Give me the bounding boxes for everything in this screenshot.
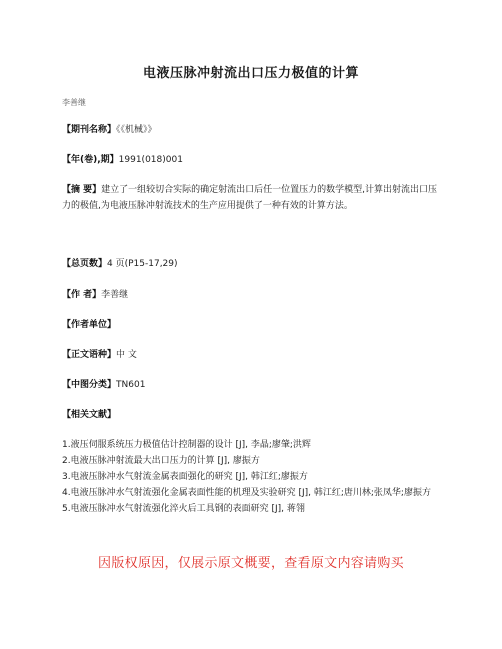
reference-list — [62, 437, 442, 517]
author-value[interactable]: 李善继 — [101, 290, 129, 300]
language-label: 【正文语种】 — [62, 350, 117, 360]
reference-item[interactable]: 4.电液压脉冲水气射流强化金属表面性能的机理及实验研究 [J], 韩江红;唐川林;张凤华;廖振方 — [62, 488, 431, 498]
journal-label: 【期刊名称】 — [62, 125, 117, 135]
affiliation-field — [62, 317, 440, 333]
copyright-notice: 因版权原因，仅展示原文概要，查看原文内容请购买 — [98, 556, 404, 571]
year-label: 【年(卷),期】 — [62, 155, 119, 165]
year-value: 1991(018)001 — [118, 155, 183, 165]
journal-field — [62, 122, 440, 138]
language-value: 中 文 — [116, 350, 137, 360]
pages-field — [62, 256, 440, 272]
reference-item[interactable]: 1.液压伺服系统压力极值估计控制器的设计 [J], 李晶;廖肇;洪辉 — [62, 440, 311, 450]
affiliation-label: 【作者单位】 — [62, 320, 117, 330]
author-label: 【作 者】 — [62, 290, 102, 300]
abstract-field — [62, 182, 440, 214]
classification-field — [62, 377, 440, 393]
language-field — [62, 347, 440, 363]
author-field — [62, 287, 440, 303]
reference-item[interactable]: 3.电液压脉冲水气射流金属表面强化的研究 [J], 韩江红;廖振方 — [62, 472, 308, 482]
pages-value: 4 页(P15-17,29) — [107, 259, 178, 269]
abstract-value: 建立了一组较切合实际的确定射流出口后任一位置压力的数学模型,计算出射流出口压力的极值,为电液压脉冲射流技术的生产应用提供了一种有效的计算方法。 — [62, 185, 438, 211]
classification-label: 【中图分类】 — [62, 380, 117, 390]
reference-item[interactable]: 5.电液压脉冲水气射流强化淬火后工具钢的表面研究 [J], 蒋翎 — [62, 504, 305, 514]
classification-value: TN601 — [116, 380, 146, 390]
author-line: 李善继 — [62, 98, 86, 107]
related-field — [62, 407, 440, 423]
page-title: 电液压脉冲射流出口压力极值的计算 — [142, 66, 359, 81]
journal-value: 《《机械》》 — [116, 125, 157, 135]
related-label: 【相关文献】 — [62, 410, 117, 420]
reference-item[interactable]: 2.电液压脉冲射流最大出口压力的计算 [J], 廖振方 — [62, 456, 260, 466]
abstract-label: 【摘 要】 — [62, 185, 102, 195]
pages-label: 【总页数】 — [62, 259, 108, 269]
year-field — [62, 152, 440, 168]
